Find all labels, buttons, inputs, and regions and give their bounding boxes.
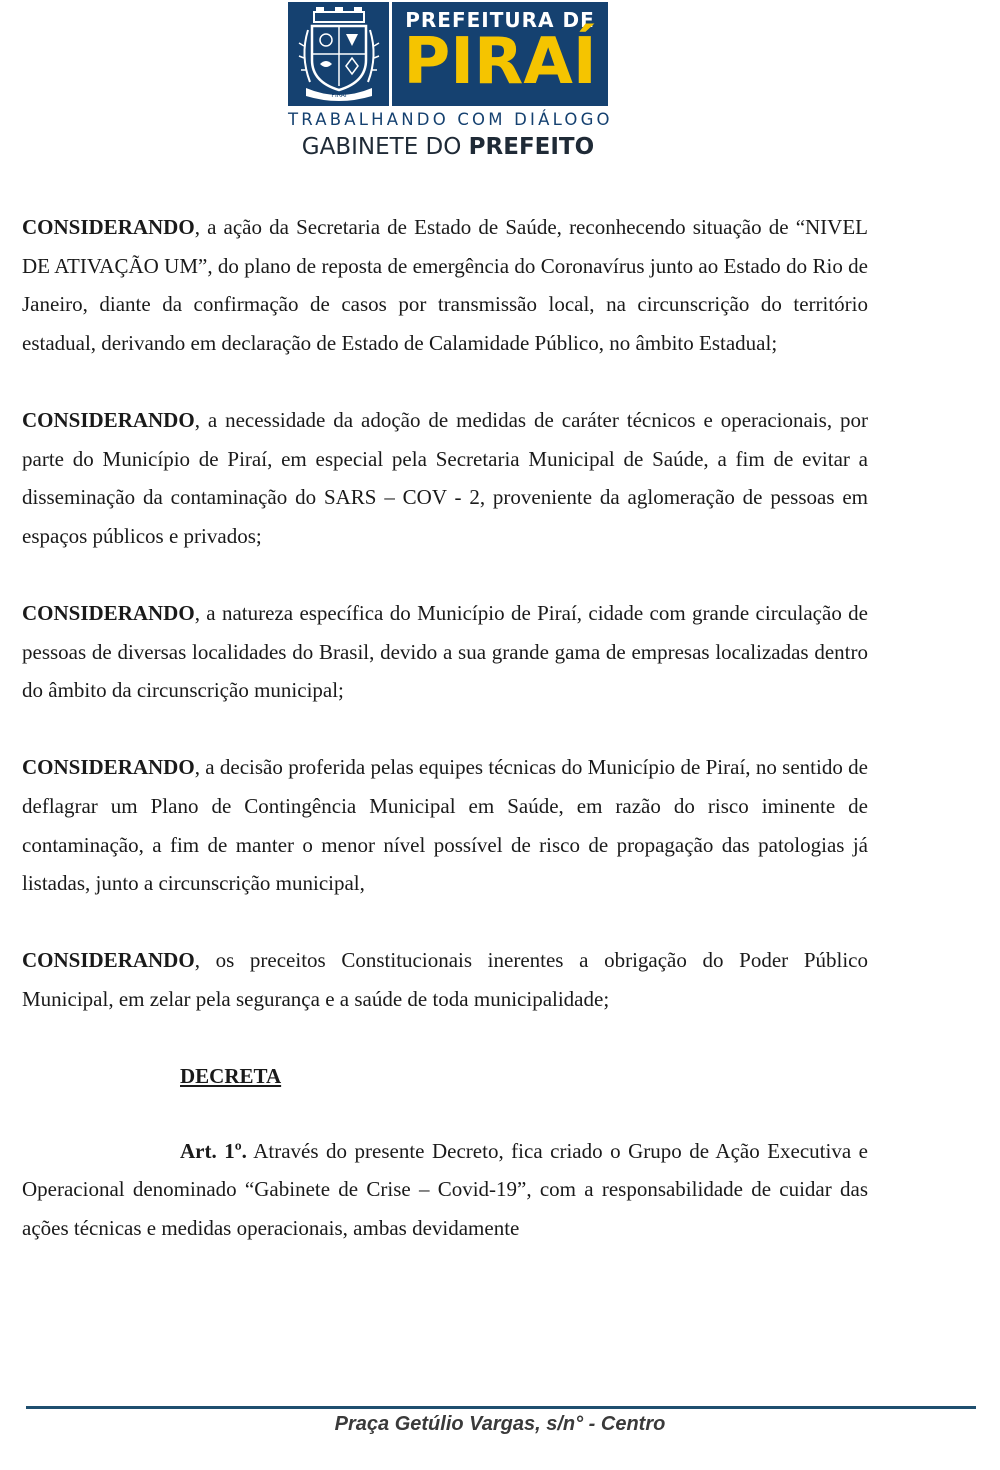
office-title-regular: GABINETE DO xyxy=(301,134,469,160)
svg-text:PIRAI: PIRAI xyxy=(331,92,347,99)
considerando-paragraph-5 xyxy=(22,941,868,1018)
office-title-bold: PREFEITO xyxy=(468,134,595,160)
considerando-paragraph-3 xyxy=(22,594,868,710)
decreta-heading: DECRETA xyxy=(180,1064,282,1089)
document-body xyxy=(22,208,868,1247)
footer-address: Praça Getúlio Vargas, s/n° - Centro xyxy=(334,1413,666,1435)
paragraph-text: , a decisão proferida pelas equipes técnicas do Município de Piraí, no sentido de deflagrar um Plano de Contingência Municipal em Saúde, em razão do risco iminente de contaminação, a fim de manter o menor nível possível de risco de propagação das patologias já listadas, junto a circunscrição municipal, xyxy=(22,755,868,896)
considerando-paragraph-2 xyxy=(22,401,868,555)
paragraph-text: , a natureza específica do Município de Piraí, cidade com grande circulação de pessoas de diversas localidades do Brasil, devido a sua grande gama de empresas localizadas dentro do âmbito da circunscrição municipal; xyxy=(22,600,868,703)
paragraph-text: , a ação da Secretaria de Estado de Saúde, reconhecendo situação de “NIVEL DE ATIVAÇÃO UM”, do plano de reposta de emergência do Coronavírus junto ao Estado do Rio de Janeiro, diante da confirmação de casos por transmissão local, na circunscrição do território estadual, derivando em declaração de Estado de Calamidade Público, no âmbito Estadual; xyxy=(22,215,868,355)
office-title xyxy=(288,134,608,160)
considerando-paragraph-1 xyxy=(22,208,868,362)
brand-name: PIRAÍ xyxy=(403,25,597,99)
paragraph-lead: CONSIDERANDO xyxy=(22,948,195,973)
crest-icon xyxy=(296,6,382,102)
paragraph-lead: CONSIDERANDO xyxy=(22,215,195,239)
footer-divider xyxy=(26,1406,976,1409)
paragraph-text: , os preceitos Constitucionais inerentes a obrigação do Poder Público Municipal, em zelar pela segurança e a saúde de toda municipalidade; xyxy=(22,948,868,1011)
considerando-paragraph-4 xyxy=(22,748,868,902)
article-lead: Art. 1º. xyxy=(180,1138,247,1163)
paragraph-lead: CONSIDERANDO xyxy=(22,600,195,625)
brand-box xyxy=(392,2,608,106)
coat-of-arms xyxy=(288,2,389,106)
brand-tagline: TRABALHANDO COM DIÁLOGO xyxy=(288,110,613,129)
paragraph-lead: CONSIDERANDO xyxy=(22,755,195,780)
brand-top-label: PREFEITURA DE xyxy=(405,8,595,32)
paragraph-text: , a necessidade da adoção de medidas de caráter técnicos e operacionais, por parte do Município de Piraí, em especial pela Secretaria Municipal de Saúde, a fim de evitar a disseminação da contaminação do SARS – COV - 2, proveniente da aglomeração de pessoas em espaços públicos e privados; xyxy=(22,407,868,548)
article-text: Através do presente Decreto, fica criado o Grupo de Ação Executiva e Operacional denominado “Gabinete de Crise – Covid-19”, com a responsabilidade de cuidar das ações técnicas e medidas operacionais, ambas devidamente xyxy=(22,1138,868,1240)
paragraph-lead: CONSIDERANDO xyxy=(22,407,195,432)
article-1 xyxy=(22,1132,868,1248)
municipal-logo xyxy=(288,2,613,162)
